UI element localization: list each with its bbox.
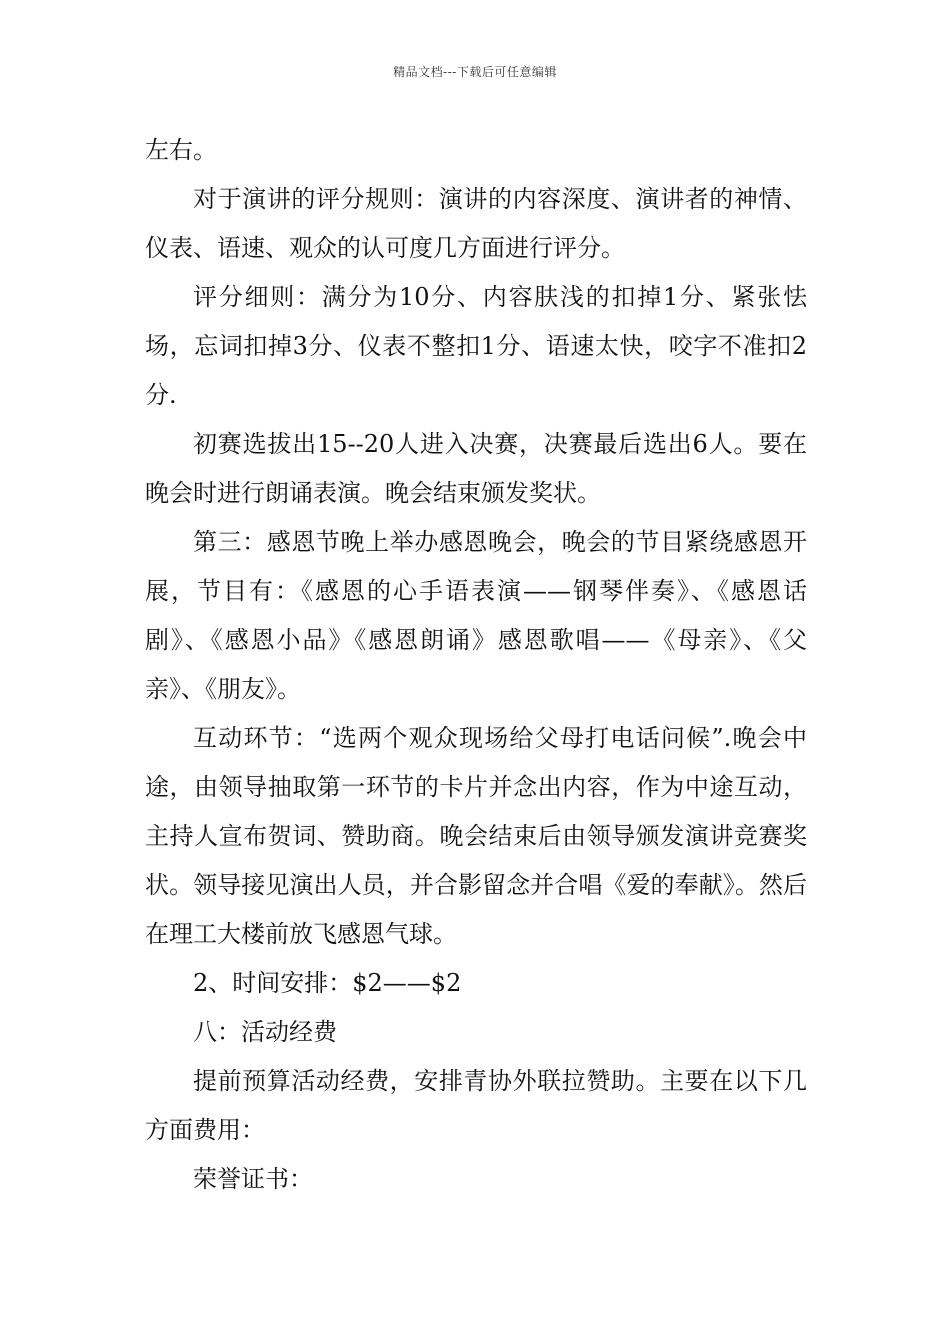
section-heading-budget: 八：活动经费 [193,1018,337,1046]
paragraph-scoring-rules: 对于演讲的评分规则：演讲的内容深度、演讲者的神情、仪表、语速、观众的认可度几方面进行评分。 [145,185,807,262]
paragraph-budget: 提前预算活动经费，安排青协外联拉赞助。主要在以下几方面费用： [145,1067,807,1144]
paragraph-certificates: 荣誉证书： [193,1165,313,1193]
paragraph-continuation: 左右。 [145,136,217,164]
page-header: 精品文档---下载后可任意编辑 [393,65,557,79]
document-body [145,126,807,1204]
paragraph-preliminary-round: 初赛选拔出15--20人进入决赛，决赛最后选出6人。要在晚会时进行朗诵表演。晚会结束颁发奖状。 [145,430,807,507]
paragraph-thanksgiving-gala: 第三：感恩节晚上举办感恩晚会，晚会的节目紧绕感恩开展，节目有：《感恩的心手语表演——钢琴伴奏》、《感恩话剧》、《感恩小品》《感恩朗诵》感恩歌唱——《母亲》、《父亲》、《朋友》。 [145,528,807,703]
paragraph-interaction: 互动环节：“选两个观众现场给父母打电话问候”.晚会中途，由领导抽取第一环节的卡片并念出内容，作为中途互动，主持人宣布贺词、赞助商。晚会结束后由领导颁发演讲竞赛奖状。领导接见演出人员，并合影留念并合唱《爱的奉献》。然后在理工大楼前放飞感恩气球。 [145,724,807,948]
paragraph-scoring-details: 评分细则：满分为10分、内容肤浅的扣掉1分、紧张怯场，忘词扣掉3分、仪表不整扣1分、语速太快，咬字不准扣2分. [145,283,807,409]
paragraph-schedule: 2、时间安排：$2——$2 [193,969,462,997]
